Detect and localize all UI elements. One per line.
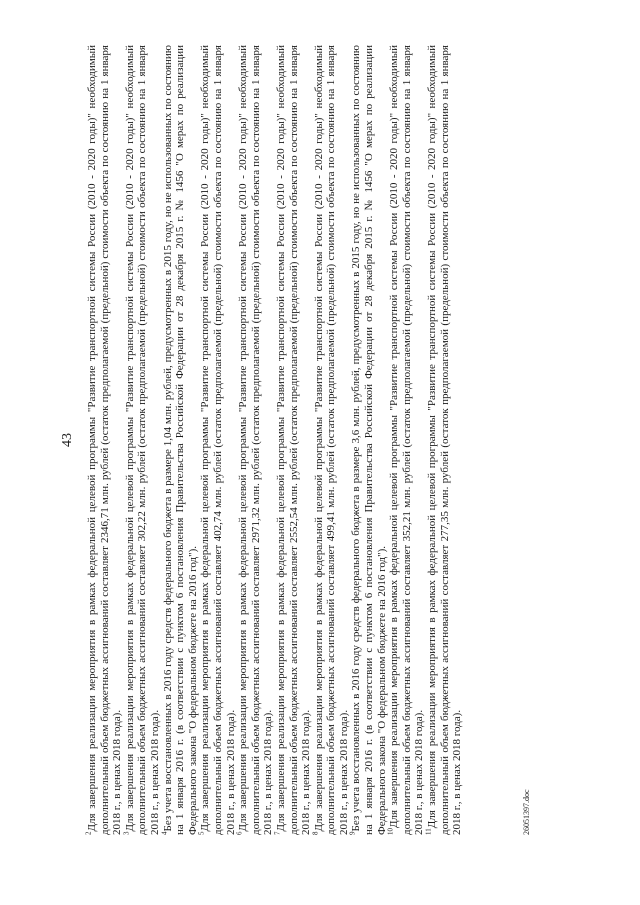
footnote bbox=[159, 45, 200, 835]
footnote-text: Без учета восстановленных в 2016 году средств федерального бюджета в размере 1,04 млн. рублей, предусмотренных в 2015 году, но не использованных по состоянию на 1 января 2016 г. (в соответствии с пунктом 6 постановления Правительства Российской Федерации от 28 декабря 2015 г. № 1456 "О мерах по реализации Федерального закона "О федеральном бюджете на 2016 год"). bbox=[161, 45, 199, 835]
footnote-mark: 6 bbox=[235, 831, 244, 835]
footnote bbox=[86, 45, 124, 835]
footnote bbox=[313, 45, 351, 835]
footnote-mark: 10 bbox=[386, 828, 395, 835]
footnotes-block bbox=[86, 45, 464, 835]
footnote-text: Для завершения реализации мероприятия в рамках федеральной целевой программы "Развитие транспортной системы России (2010 - 2020 годы)" необходимый дополнительный объем бюджетных ассигнований составляет 302,22 млн. рублей (остаток предполагаемой (предельной) стоимости объекта по состоянию на 1 января 2018 г., в ценах 2018 года). bbox=[123, 45, 161, 835]
footnote-mark: 2 bbox=[84, 831, 93, 835]
page-number: 43 bbox=[60, 433, 75, 447]
footnote-text: Для завершения реализации мероприятия в рамках федеральной целевой программы "Развитие транспортной системы России (2010 - 2020 годы)" необходимый дополнительный объем бюджетных ассигнований составляет 2971,32 млн. рублей (остаток предполагаемой (предельной) стоимости объекта по состоянию на 1 января 2018 г., в ценах 2018 года). bbox=[237, 45, 275, 835]
footnote bbox=[426, 45, 464, 835]
footnote bbox=[237, 45, 275, 835]
footnote-mark: 4 bbox=[159, 831, 168, 835]
footnote-text: Для завершения реализации мероприятия в рамках федеральной целевой программы "Развитие транспортной системы России (2010 - 2020 годы)" необходимый дополнительный объем бюджетных ассигнований составляет 2552,54 млн. рублей (остаток предполагаемой (предельной) стоимости объекта по состоянию на 1 января 2018 г., в ценах 2018 года). bbox=[274, 45, 313, 835]
footnote-mark: 3 bbox=[122, 831, 131, 835]
footnote-mark: 5 bbox=[197, 831, 206, 835]
footnote-text: Для завершения реализации мероприятия в рамках федеральной целевой программы "Развитие транспортной системы России (2010 - 2020 годы)" необходимый дополнительный объем бюджетных ассигнований составляет 277,35 млн. рублей (остаток предполагаемой (предельной) стоимости объекта по состоянию на 1 января 2018 г., в ценах 2018 года). bbox=[426, 45, 464, 835]
footnote-text: Без учета восстановленных в 2016 году средств федерального бюджета в размере 3,6 млн. рублей, предусмотренных в 2015 году, но не использованных по состоянию на 1 января 2016 г. (в соответствии с пунктом 6 постановления Правительства Российской Федерации от 28 декабря 2015 г. № 1456 "О мерах по реализации Федерального закона "О федеральном бюджете на 2016 год"). bbox=[350, 45, 388, 835]
footnote bbox=[350, 45, 388, 835]
footnote bbox=[275, 45, 313, 835]
footnote bbox=[124, 45, 162, 835]
footnote bbox=[199, 45, 237, 835]
footnote-mark: 8 bbox=[311, 831, 320, 835]
footnote-mark: 11 bbox=[424, 828, 433, 835]
document-id: 26051397.doc bbox=[522, 789, 531, 835]
footnote-mark: 9 bbox=[348, 831, 357, 835]
footnote-text: Для завершения реализации мероприятия в рамках федеральной целевой программы "Развитие транспортной системы России (2010 - 2020 годы)" необходимый дополнительный объем бюджетных ассигнований составляет 499,41 млн. рублей (остаток предполагаемой (предельной) стоимости объекта по состоянию на 1 января 2018 г., в ценах 2018 года). bbox=[312, 45, 350, 835]
footnote-text: Для завершения реализации мероприятия в рамках федеральной целевой программы "Развитие транспортной системы России (2010 - 2020 годы)" необходимый дополнительный объем бюджетных ассигнований составляет 402,74 млн. рублей (остаток предполагаемой (предельной) стоимости объекта по состоянию на 1 января 2018 г., в ценах 2018 года). bbox=[199, 45, 237, 835]
footnote-text: Для завершения реализации мероприятия в рамках федеральной целевой программы "Развитие транспортной системы России (2010 - 2020 годы)" необходимый дополнительный объем бюджетных ассигнований составляет 2346,71 млн. рублей (остаток предполагаемой (предельной) стоимости объекта по состоянию на 1 января 2018 г., в ценах 2018 года). bbox=[86, 45, 124, 835]
footnote-mark: 7 bbox=[273, 831, 282, 835]
rotated-content bbox=[60, 45, 530, 835]
footnote bbox=[388, 45, 426, 835]
footnote-text: Для завершения реализации мероприятия в рамках федеральной целевой программы "Развитие транспортной системы России (2010 - 2020 годы)" необходимый дополнительный объем бюджетных ассигнований составляет 352,21 млн. рублей (остаток предполагаемой (предельной) стоимости объекта по состоянию на 1 января 2018 г., в ценах 2018 года). bbox=[388, 45, 426, 835]
